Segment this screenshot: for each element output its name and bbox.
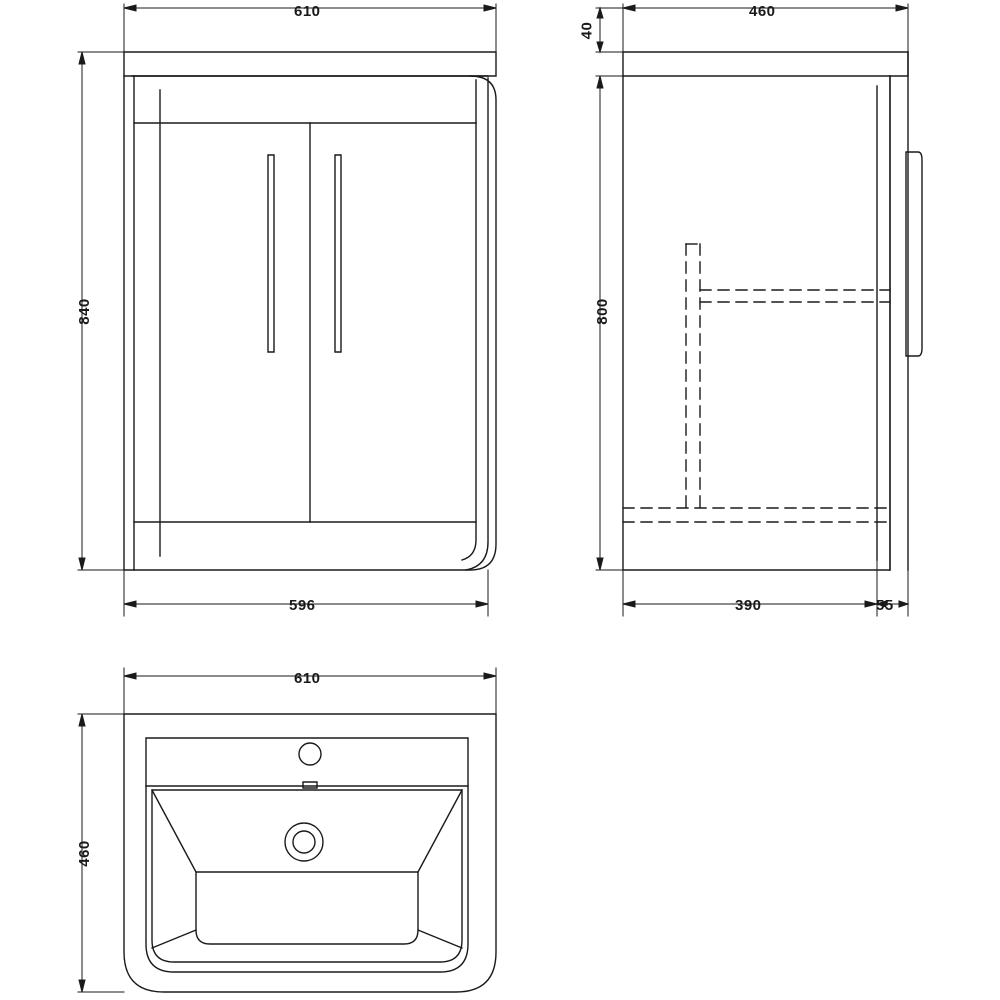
side-dim-left-arrow-top xyxy=(597,76,603,88)
plan-tap-hole xyxy=(299,743,321,765)
plan-dim-left-arrow-top xyxy=(79,714,85,726)
side-dim-depth-bottom xyxy=(623,560,908,616)
front-left-door-handle xyxy=(268,155,274,352)
front-dim-label-width-bottom: 596 xyxy=(289,597,316,614)
plan-bowl-wall-front-right xyxy=(418,930,462,948)
front-dim-left-arrow-bottom xyxy=(79,558,85,570)
side-cabinet-outline xyxy=(623,76,890,570)
front-dim-top-arrow-right xyxy=(484,5,496,11)
side-dim-top-arrow-left xyxy=(623,5,635,11)
plan-dim-left-arrow-bottom xyxy=(79,980,85,992)
plan-waste-outer xyxy=(285,823,323,861)
side-dim-label-depth: 460 xyxy=(749,3,776,20)
plan-bowl-wall-right xyxy=(418,790,462,872)
side-basin-slab xyxy=(623,52,908,76)
plan-view-basin xyxy=(124,714,496,992)
side-dim-bottom-arrow-390-left xyxy=(623,601,635,607)
side-dim-top-arrow-right xyxy=(896,5,908,11)
plan-bowl-wall-front-left xyxy=(152,930,196,948)
front-dim-bottom-arrow-left xyxy=(124,601,136,607)
front-dim-bottom-arrow-right xyxy=(476,601,488,607)
plan-basin-outline xyxy=(124,714,496,992)
side-dim-label-handle-offset: 55 xyxy=(876,597,894,614)
plan-dim-label-depth: 460 xyxy=(75,840,93,867)
plan-dim-top-arrow-right xyxy=(484,673,496,679)
plan-waste-inner xyxy=(293,831,315,853)
side-dim-overhang-arrow-bottom xyxy=(597,42,603,52)
side-dim-left-arrow-bottom xyxy=(597,558,603,570)
side-dim-label-overhang: 40 xyxy=(578,21,596,40)
front-dim-label-height: 840 xyxy=(75,298,93,325)
side-elevation-view xyxy=(623,52,922,570)
front-right-door-handle xyxy=(335,155,341,352)
front-elevation-view xyxy=(124,52,496,570)
side-dim-bottom-arrow-55-right xyxy=(899,601,908,607)
front-right-inner-edge xyxy=(462,80,476,560)
front-dim-label-width-top: 610 xyxy=(294,3,321,20)
plan-dim-label-width: 610 xyxy=(294,670,321,687)
plan-basin-rim xyxy=(146,738,468,972)
side-dim-label-carcass-depth: 390 xyxy=(735,597,762,614)
front-dim-top-arrow-left xyxy=(124,5,136,11)
side-hidden-pipework xyxy=(623,244,890,522)
plan-bowl-base xyxy=(196,872,418,944)
front-dim-left-arrow-top xyxy=(79,52,85,64)
plan-bowl-outline xyxy=(152,790,462,962)
plan-bowl-wall-left xyxy=(152,790,196,872)
front-basin-slab xyxy=(124,52,496,76)
side-dim-overhang xyxy=(596,8,623,52)
plan-overflow-slot xyxy=(303,782,317,788)
plan-dim-top-arrow-left xyxy=(124,673,136,679)
side-dim-overhang-arrow-top xyxy=(597,8,603,18)
front-right-outer-curve xyxy=(466,78,488,570)
side-dim-label-height: 800 xyxy=(593,298,611,325)
